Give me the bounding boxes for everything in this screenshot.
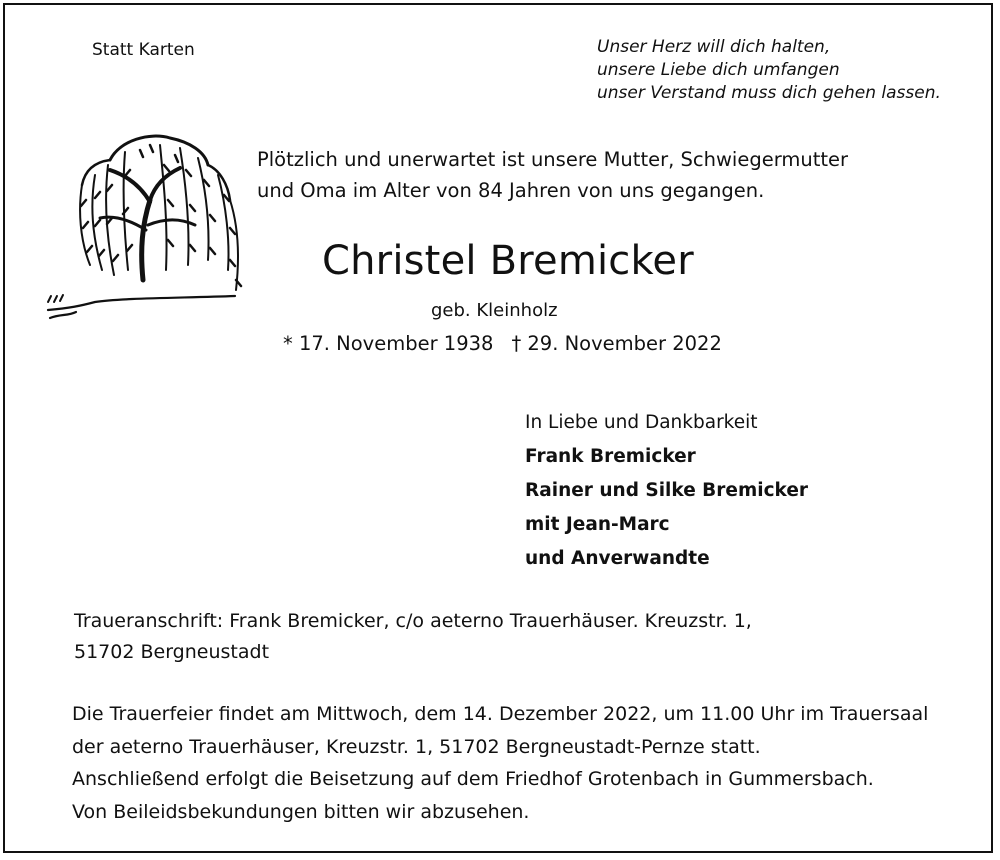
death-date: † 29. November 2022 [511,332,722,355]
statt-karten-note: Statt Karten [92,40,195,60]
address-line: 51702 Bergneustadt [74,641,270,663]
intro-line: Plötzlich und unerwartet ist unsere Mutter, Schwiegermutter [257,148,849,171]
weeping-willow-icon [40,130,245,330]
mourner-name: mit Jean-Marc [525,514,670,535]
poem-line: Unser Herz will dich halten, [597,37,831,57]
poem [597,36,941,105]
service-details [72,698,928,828]
birth-date: * 17. November 1938 [283,332,494,355]
mourners-intro: In Liebe und Dankbarkeit [525,412,758,433]
life-dates [283,332,722,355]
deceased-name: Christel Bremicker [322,238,694,284]
birth-name: geb. Kleinholz [431,300,558,321]
service-line: Die Trauerfeier findet am Mittwoch, dem 14. Dezember 2022, um 11.00 Uhr im Trauersaal [72,703,929,725]
service-line: der aeterno Trauerhäuser, Kreuzstr. 1, 51702 Bergneustadt-Pernze statt. [72,735,761,758]
mourner-name: und Anverwandte [525,548,710,569]
service-line: Von Beileidsbekundungen bitten wir abzusehen. [72,800,530,823]
mourning-address [74,606,752,668]
address-line: Traueranschrift: Frank Bremicker, c/o aeterno Trauerhäuser. Kreuzstr. 1, [74,610,752,632]
poem-line: unsere Liebe dich umfangen [597,60,840,80]
poem-line: unser Verstand muss dich gehen lassen. [597,83,941,103]
intro-line: und Oma im Alter von 84 Jahren von uns gegangen. [257,179,765,202]
intro-text [257,144,848,206]
mourner-name: Frank Bremicker [525,446,696,467]
service-line: Anschließend erfolgt die Beisetzung auf dem Friedhof Grotenbach in Gummersbach. [72,768,874,790]
mourners-block [525,406,808,576]
mourner-name: Rainer und Silke Bremicker [525,480,809,501]
